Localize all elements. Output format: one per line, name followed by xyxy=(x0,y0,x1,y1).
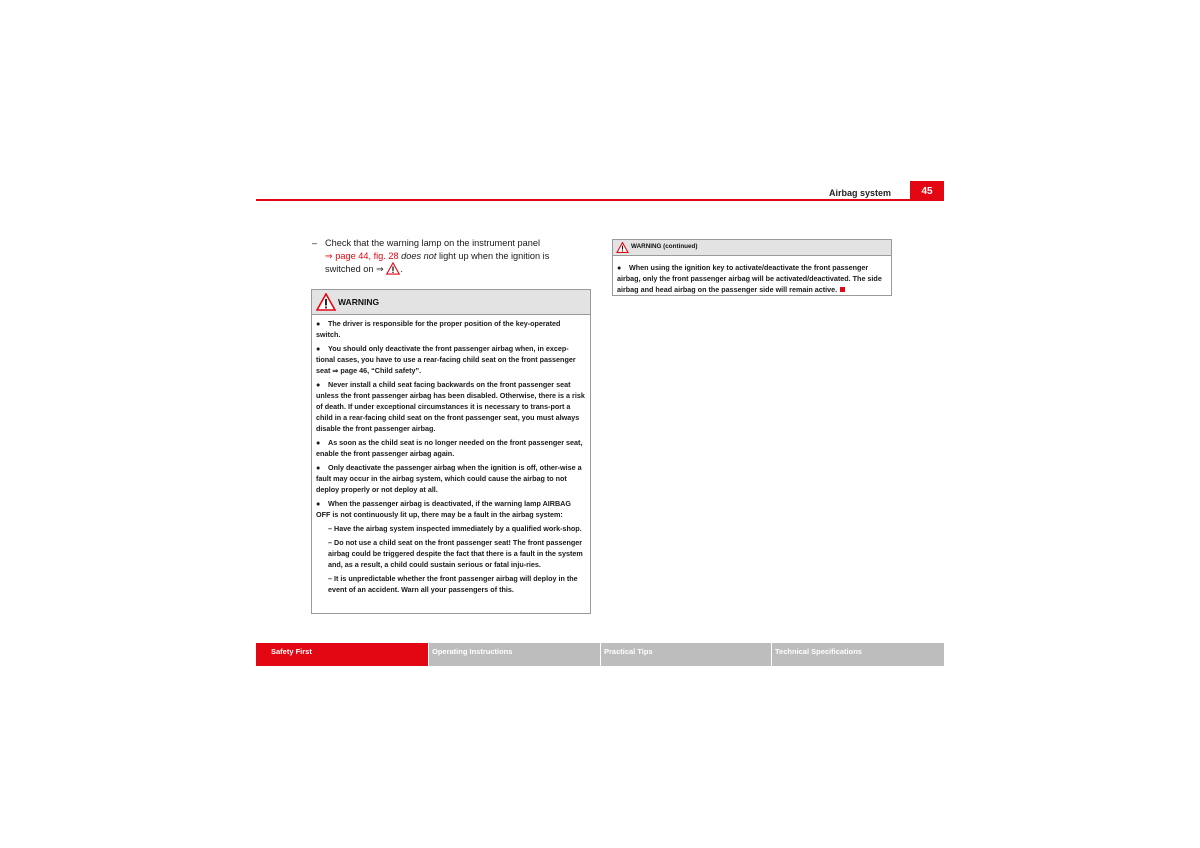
intro-emphasis: does not xyxy=(401,250,437,261)
warning-label: WARNING xyxy=(338,297,380,307)
warning-item: ● Only deactivate the passenger airbag when the ignition is off, other-wise a fault may occur in the airbag system, which could cause the airbag to not deploy properly or not deploy at all. xyxy=(316,463,582,494)
warning-item: ● You should only deactivate the front passenger airbag when, in excep-tional cases, you have to use a rear-facing child seat on the front passenger seat ⇒ page 46, “Child safety”. xyxy=(316,344,576,375)
tab-operating-instructions[interactable]: Operating Instructions xyxy=(429,643,600,666)
tab-technical-specifications[interactable]: Technical Specifications xyxy=(772,643,944,666)
end-square-icon xyxy=(840,287,845,292)
warning-continued-header xyxy=(613,240,891,256)
warning-subitem: – Do not use a child seat on the front passenger seat! The front passenger airbag could be triggered despite the fact that there is a fault in the system and, as a result, a child could sustain serious or fatal inju-ries. xyxy=(328,538,583,569)
intro-dash: – xyxy=(312,238,318,248)
warning-continued-box xyxy=(612,239,892,296)
tab-practical-tips[interactable]: Practical Tips xyxy=(601,643,771,666)
warning-item: ● Never install a child seat facing backwards on the front passenger seat unless the front passenger airbag has been disabled. Otherwise, there is a risk of death. If under exceptional circumstances it is necessary to trans-port a child in a rear-facing child seat on the front passenger seat, you must always disable the front passenger airbag. xyxy=(316,380,585,433)
tab-safety-first[interactable]: Safety First xyxy=(256,643,428,666)
section-title: Airbag system xyxy=(828,188,891,198)
warning-body xyxy=(312,315,590,595)
figure-link[interactable]: ⇒ page 44, fig. 28 xyxy=(325,250,399,261)
warning-continued-label: WARNING (continued) xyxy=(631,243,698,250)
warning-item: ● As soon as the child seat is no longer needed on the front passenger seat, enable the front passenger airbag again. xyxy=(316,438,583,458)
header-rule xyxy=(256,199,910,201)
warning-item: ● When the passenger airbag is deactivated, if the warning lamp AIRBAG OFF is not continuously lit up, there may be a fault in the airbag system: xyxy=(316,499,571,519)
warning-triangle-icon xyxy=(316,293,336,311)
intro-paragraph xyxy=(312,237,582,276)
intro-text-after: light up when the ignition is switched on ⇒ xyxy=(325,250,550,274)
warning-triangle-icon xyxy=(386,262,400,275)
warning-box xyxy=(311,289,591,614)
warning-triangle-icon xyxy=(616,242,629,253)
page-number: 45 xyxy=(910,181,944,201)
intro-end: . xyxy=(400,264,403,274)
warning-continued-body: ● When using the ignition key to activate/deactivate the front passenger airbag, only the front passenger airbag will be activated/deactivated. The side airbag and head airbag on the passenger side will remain active. xyxy=(617,263,882,294)
warning-subitem: – Have the airbag system inspected immediately by a qualified work-shop. xyxy=(328,524,582,533)
intro-text-before: Check that the warning lamp on the instrument panel xyxy=(325,238,541,248)
warning-item: ● The driver is responsible for the proper position of the key-operated switch. xyxy=(316,319,561,339)
warning-subitem: – It is unpredictable whether the front passenger airbag will deploy in the event of an accident. Warn all your passengers of this. xyxy=(328,574,578,594)
warning-header xyxy=(312,290,590,315)
